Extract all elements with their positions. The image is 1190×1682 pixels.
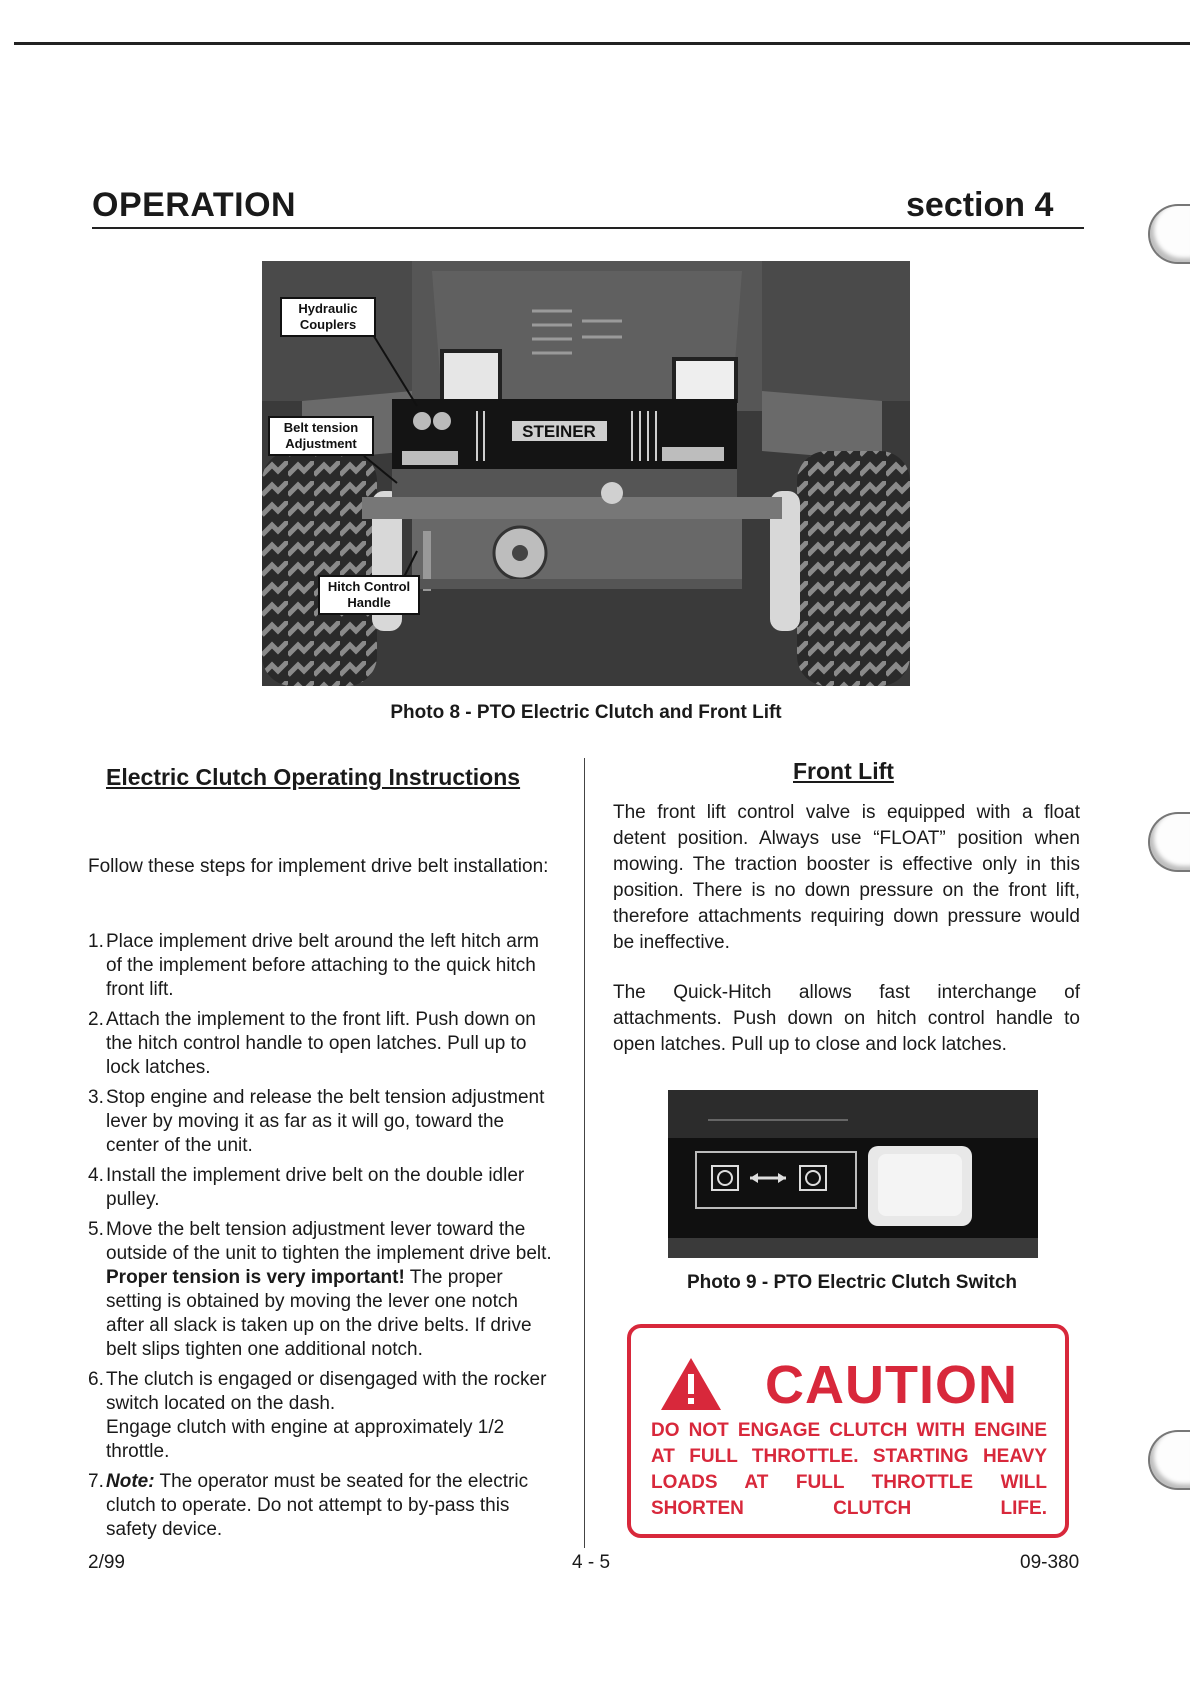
photo-8-tractor-front xyxy=(262,261,910,686)
photo-9-caption: Photo 9 - PTO Electric Clutch Switch xyxy=(686,1272,1018,1293)
footer-page-number: 4 - 5 xyxy=(572,1552,611,1573)
caution-heading: CAUTION xyxy=(765,1355,1018,1415)
steps-list xyxy=(88,930,556,1548)
binder-hole xyxy=(1148,1430,1190,1490)
front-lift-paragraph-2: The Quick-Hitch allows fast interchange of attachments. Push down on hitch control handle to open latches. Pull up to close and lock latches. xyxy=(613,982,1080,1055)
top-rule xyxy=(14,42,1190,45)
list-item: 3. Stop engine and release the belt tension adjustment lever by moving it as far as it will go, toward the center of the unit. xyxy=(88,1087,545,1156)
list-item: 7. Note: The operator must be seated for the electric clutch to operate. Do not attempt to by-pass this safety device. xyxy=(88,1471,529,1540)
intro-paragraph: Follow these steps for implement drive belt installation: xyxy=(88,856,549,877)
electric-clutch-heading: Electric Clutch Operating Instructions xyxy=(106,764,521,790)
column-divider xyxy=(584,758,585,1548)
caution-label xyxy=(627,1324,1069,1538)
footer-document-number: 09-380 xyxy=(1020,1552,1080,1573)
binder-hole xyxy=(1148,204,1190,264)
binder-hole xyxy=(1148,812,1190,872)
photo-8-caption: Photo 8 - PTO Electric Clutch and Front Lift xyxy=(390,702,782,723)
list-item: 4. Install the implement drive belt on the double idler pulley. xyxy=(88,1165,525,1210)
front-lift-heading: Front Lift xyxy=(793,758,894,784)
list-item: 2. Attach the implement to the front lift. Push down on the hitch control handle to open latches. Pull up to lock latches. xyxy=(88,1009,536,1078)
footer-date: 2/99 xyxy=(88,1552,125,1573)
page-title: OPERATION xyxy=(92,186,297,224)
header-rule xyxy=(92,227,1084,229)
warning-triangle-icon xyxy=(659,1356,723,1412)
brand-badge: STEINER xyxy=(522,422,596,441)
callout-hitch-control: Hitch Control Handle xyxy=(318,575,420,615)
list-item: 1. Place implement drive belt around the left hitch arm of the implement before attaching to the quick hitch front lift. xyxy=(88,931,539,1000)
photo-9-clutch-switch xyxy=(668,1090,1038,1258)
callout-belt-tension: Belt tension Adjustment xyxy=(268,416,374,456)
list-item: 6. The clutch is engaged or disengaged with the rocker switch located on the dash. Engage clutch with engine at approximately 1/2 throttle. xyxy=(88,1369,547,1462)
callout-hydraulic-couplers: Hydraulic Couplers xyxy=(280,297,376,337)
caution-text: DO NOT ENGAGE CLUTCH WITH ENGINE AT FULL THROTTLE. STARTING HEAVY LOADS AT FULL THROTTLE WILL SHORTEN CLUTCH LIFE. xyxy=(651,1420,1047,1519)
list-item: 5. Move the belt tension adjustment lever toward the outside of the unit to tighten the implement drive belt. Proper tension is very important! The proper setting is obtained by moving the lever one notch after all slack is taken up on the drive belts. If drive belt slips tighten one additional notch. xyxy=(88,1219,552,1360)
front-lift-paragraph-1: The front lift control valve is equipped with a float detent position. Always use “FLOAT” position when mowing. The traction booster is effective only in this position. There is no down pressure on the front lift, therefore attachments requiring down pressure would be ineffective. xyxy=(613,802,1080,953)
section-label: section 4 xyxy=(906,186,1054,224)
